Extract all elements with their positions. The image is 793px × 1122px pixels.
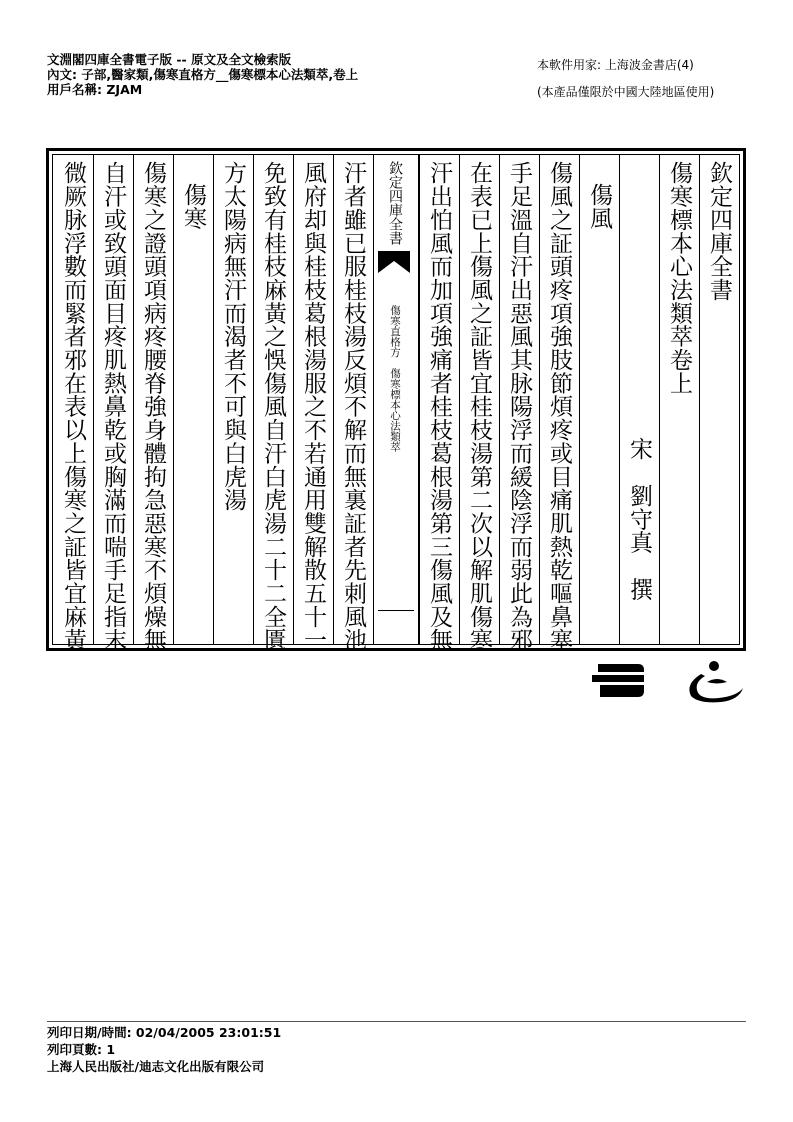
text-column: 傷寒: [173, 155, 213, 644]
header-right: [537, 52, 714, 106]
text-column: 欽定四庫全書: [699, 155, 739, 644]
header-region-notice: (本產品僅限於中國大陸地區使用): [537, 85, 715, 99]
text-column: 傷寒之證頭項病疼腰脊強身體拘急惡寒不煩燥無: [133, 155, 173, 644]
center-fold-column: [373, 155, 419, 644]
text-column: 傷風: [579, 155, 619, 644]
center-rule: [378, 610, 414, 611]
text-column: 汗出怕風而加項強痛者桂枝葛根湯第三傷風及無: [419, 155, 459, 644]
dizhi-logo-icon: [683, 660, 745, 704]
page-frame: [46, 148, 746, 651]
header-left: [47, 52, 358, 97]
text-column: 手足溫自汗出惡風其脉陽浮而緩陰浮而弱此為邪: [499, 155, 539, 644]
page-inner-frame: [52, 154, 740, 652]
text-column: 宋 劉守真 撰: [619, 155, 659, 644]
text-column: 在表已上傷風之証皆宜桂枝湯第二次以解肌傷寒: [459, 155, 499, 644]
header-title: 文淵閣四庫全書電子版 -- 原文及全文檢索版: [47, 52, 292, 67]
header-licensee: 本軟件用家: 上海波金書店(4): [537, 58, 694, 72]
center-chapter-title: 傷寒直格方 傷寒標本心法類萃: [389, 305, 401, 452]
text-column: 免致有桂枝麻黃之悞傷風自汗白虎湯二十二全匱: [253, 155, 293, 644]
text-column: 微厥脉浮數而緊者邪在表以上傷寒之証皆宜麻黃: [60, 161, 86, 652]
text-column: 方太陽病無汗而渴者不可與白虎湯: [213, 155, 253, 644]
header-content-path: 內文: 子部,醫家類,傷寒直格方__傷寒標本心法類萃,卷上: [47, 67, 359, 82]
print-page-count: 列印頁數: 1: [47, 1042, 116, 1057]
footer-rule: [47, 1021, 746, 1022]
print-datetime: 列印日期/時間: 02/04/2005 23:01:51: [47, 1025, 282, 1040]
text-column: 傷寒標本心法類萃卷上: [659, 155, 699, 644]
fish-tail-mark-icon: [378, 251, 410, 273]
publisher-logo-icon: [592, 660, 648, 700]
publisher-credit: 上海人民出版社/迪志文化出版有限公司: [47, 1059, 265, 1074]
header-username: 用戶名稱: ZJAM: [47, 82, 143, 97]
text-column: 汗者雖已服桂枝湯反煩不解而無裏証者先刺風池: [333, 155, 373, 644]
text-column: 自汗或致頭面目疼肌熱鼻乾或胸滿而喘手足指末: [93, 155, 133, 644]
center-book-title: 欽定四庫全書: [387, 161, 403, 245]
text-column: 傷風之証頭疼項強肢節煩疼或目痛肌熱乾嘔鼻塞: [539, 155, 579, 644]
text-column: 風府却與桂枝葛根湯服之不若通用雙解散五十一: [293, 155, 333, 644]
footer: [47, 1024, 281, 1075]
